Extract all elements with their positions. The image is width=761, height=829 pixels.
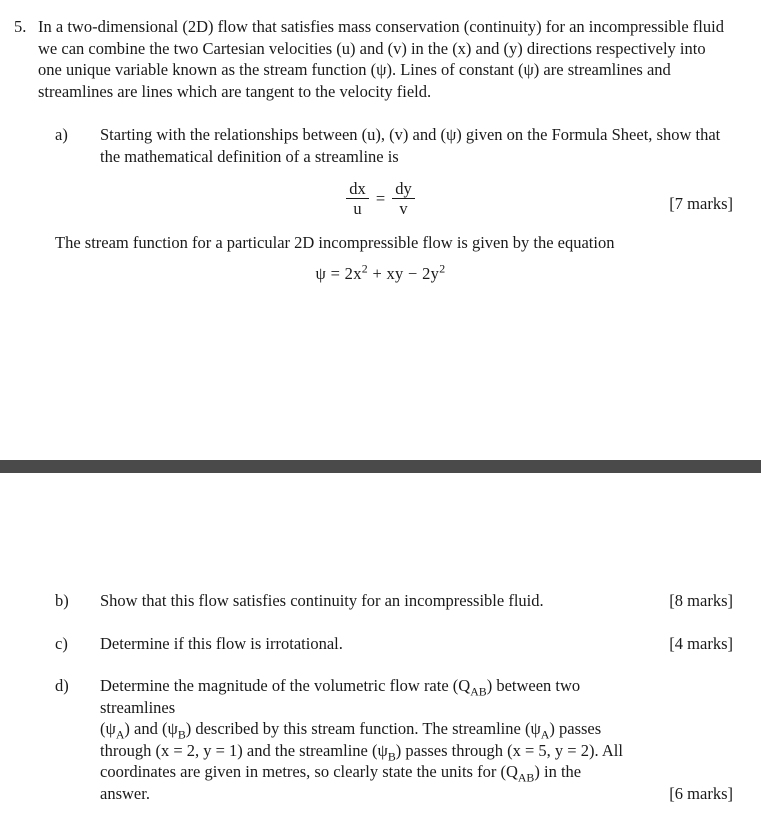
part-d-line1-sub: AB — [470, 684, 487, 699]
psi-plus: + — [372, 263, 383, 283]
part-d-line-3 — [100, 718, 725, 740]
part-c-row — [55, 633, 761, 655]
psi-term3: 2y — [422, 263, 440, 283]
part-d-line-6 — [100, 783, 733, 805]
part-b-statement: Show that this flow satisfies continuity for an incompressible fluid. — [100, 591, 544, 610]
fraction-dx-u — [346, 179, 369, 218]
part-c-label: c) — [55, 633, 68, 653]
part-d-line4-sub: B — [387, 748, 396, 763]
part-d-label: d) — [55, 676, 69, 695]
part-d-line-2: streamlines — [100, 697, 176, 717]
fraction-numerator-dy: dy — [392, 179, 415, 199]
psi-minus: − — [408, 263, 418, 283]
fraction-dy-v — [392, 179, 415, 218]
fraction-denominator-u: u — [353, 199, 362, 218]
part-d-line3-sub-c: A — [540, 727, 550, 742]
part-d-line3-sub-a: A — [115, 727, 125, 742]
part-d-line-1 — [100, 675, 725, 697]
part-a-marks: [7 marks] — [669, 194, 733, 213]
psi-term2: xy — [386, 263, 404, 283]
psi-equals: = — [330, 263, 341, 283]
part-d-line5-sub: AB — [517, 770, 535, 785]
part-d-line1-b: ) between two — [486, 676, 581, 695]
equals-sign: = — [375, 188, 386, 208]
part-d-marks: [6 marks] — [669, 783, 733, 803]
question-5-continued-block — [0, 588, 761, 804]
part-d-line-4 — [100, 740, 725, 762]
part-d-line1-a: Determine the magnitude of the volumetric flow rate (Q — [100, 676, 471, 695]
fraction-denominator-v: v — [399, 199, 408, 218]
question-number: 5. — [14, 17, 27, 36]
page-break-divider — [0, 460, 761, 473]
stream-function-equation — [0, 261, 761, 284]
part-a-text: Starting with the relationships between (u), (v) and (ψ) given on the Formula Sheet, show that the mathematical definition of a streamline is — [100, 125, 721, 166]
psi-term3-exponent: 2 — [439, 261, 446, 275]
psi-term1-exponent: 2 — [361, 261, 369, 275]
part-d-line4-b: ) passes through (x = 5, y = 2). All — [395, 740, 623, 760]
part-d-line3-sub-b: B — [177, 727, 186, 742]
part-a-row — [55, 124, 761, 167]
psi-symbol: ψ — [315, 263, 327, 283]
question-intro-text: In a two-dimensional (2D) flow that satisfies mass conservation (continuity) for an incompressible fluid we can combine the two Cartesian velocities (u) and (v) in the (x) and (y) directions respectively into one unique variable known as the stream function (ψ). Lines of constant (ψ) are streamlines and streamlines are lines which are tangent to the velocity field. — [38, 17, 724, 101]
part-b-label: b) — [55, 591, 69, 610]
stream-function-intro: The stream function for a particular 2D incompressible flow is given by the equation — [55, 233, 615, 252]
question-5-block — [0, 8, 761, 284]
fraction-numerator-dx: dx — [346, 179, 369, 199]
part-d-text — [100, 675, 761, 804]
part-d-line3-c: ) described by this stream function. The streamline (ψ — [185, 719, 541, 738]
part-c-marks: [4 marks] — [669, 633, 733, 653]
part-d-line3-d: ) passes — [549, 719, 602, 738]
question-intro-row — [0, 16, 761, 102]
part-d-line6-a: answer. — [100, 783, 150, 803]
part-d-line-5 — [100, 761, 725, 783]
part-d-line4-a: through (x = 2, y = 1) and the streamline (ψ — [100, 740, 388, 760]
psi-term1: 2x — [344, 263, 362, 283]
part-d-line5-b: ) in the — [534, 762, 582, 781]
part-a-label: a) — [55, 125, 68, 144]
part-d-line3-b: ) and (ψ — [124, 719, 178, 738]
part-c-text — [100, 633, 761, 655]
streamline-equation — [0, 179, 761, 218]
part-d-line3-a: (ψ — [100, 719, 116, 738]
part-b-row — [55, 590, 761, 612]
part-d-row — [55, 675, 761, 804]
part-c-statement: Determine if this flow is irrotational. — [100, 633, 343, 653]
part-b-text — [100, 590, 761, 612]
part-d-line5-a: coordinates are given in metres, so clearly state the units for (Q — [100, 762, 518, 781]
part-b-marks: [8 marks] — [669, 591, 733, 610]
